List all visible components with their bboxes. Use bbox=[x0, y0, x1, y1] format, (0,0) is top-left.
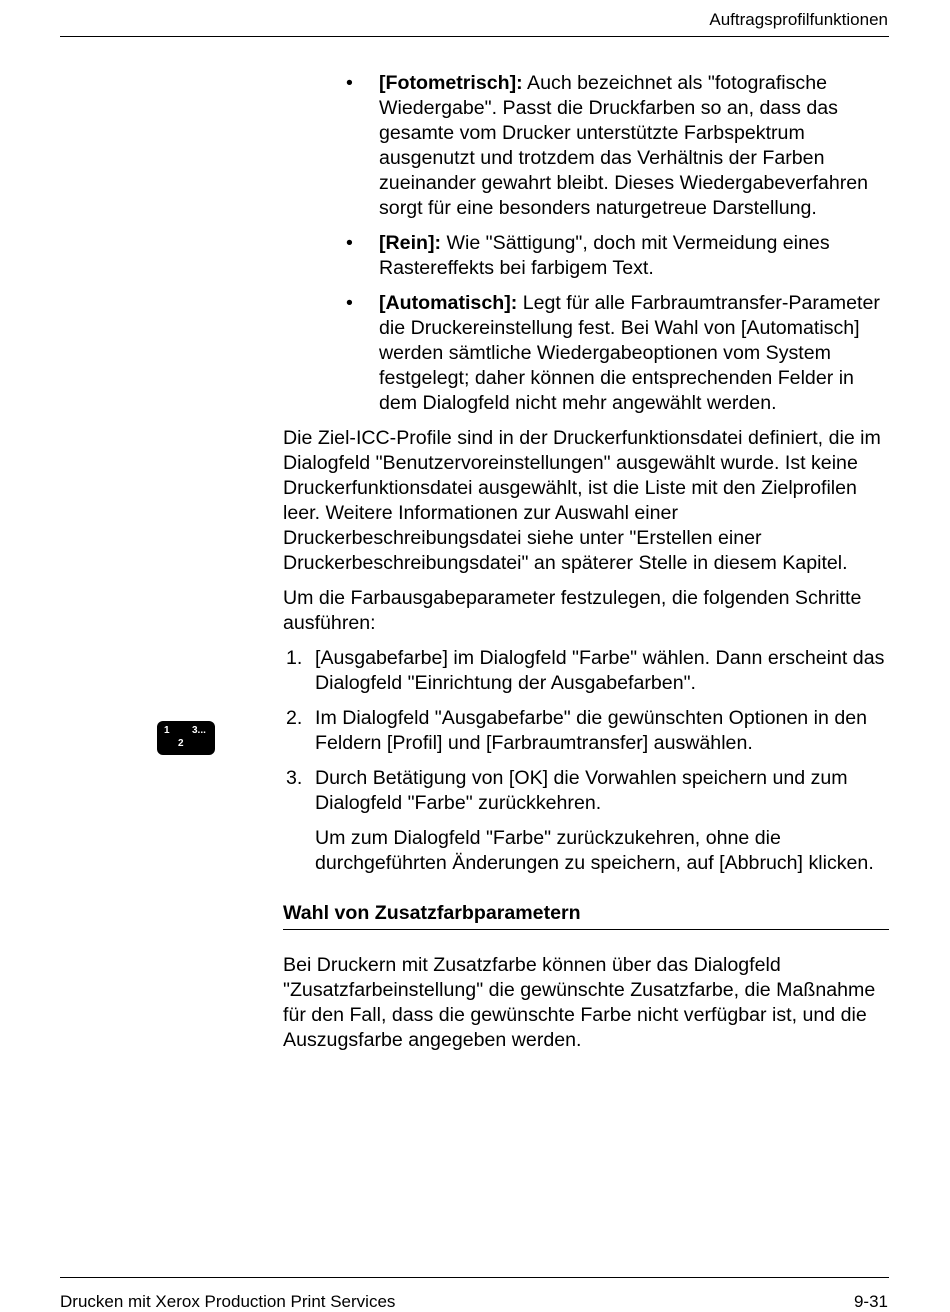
section-body: Bei Druckern mit Zusatzfarbe können über das Dialogfeld "Zusatzfarbeinstellung" die gewünschte Zusatzfarbe, die Maßnahme für den Fall, dass die gewünschte Farbe nicht verfügbar ist, und die Auszugsfarbe angegeben werden. bbox=[283, 954, 876, 1051]
bullet-term: [Automatisch]: bbox=[379, 292, 518, 314]
steps-list bbox=[283, 646, 889, 876]
step-item bbox=[283, 646, 889, 696]
bullet: • bbox=[346, 292, 353, 314]
step-number: 3. bbox=[286, 767, 303, 789]
bullet-term: [Rein]: bbox=[379, 232, 442, 254]
paragraph-steps-intro: Um die Farbausgabeparameter festzulegen, die folgenden Schritte ausführen: bbox=[283, 587, 862, 634]
list-item bbox=[283, 291, 889, 416]
step-note: Um zum Dialogfeld "Farbe" zurückzukehren, ohne die durchgeführten Änderungen zu speichern, auf [Abbruch] klicken. bbox=[315, 827, 874, 874]
bullet-text: Legt für alle Farbraumtransfer-Parameter die Druckereinstellung fest. Bei Wahl von [Automatisch] werden sämtliche Wiedergabeoptionen vom System festgelegt; daher können die entsprechenden Felder in dem Dialogfeld nicht mehr angewählt werden. bbox=[379, 292, 880, 414]
header-rule bbox=[60, 36, 889, 37]
page-number: 9-31 bbox=[853, 1292, 888, 1311]
running-header: Auftragsprofilfunktionen bbox=[709, 10, 888, 29]
list-item bbox=[283, 231, 889, 281]
step-text: [Ausgabefarbe] im Dialogfeld "Farbe" wählen. Dann erscheint das Dialogfeld "Einrichtung der Ausgabefarben". bbox=[315, 647, 885, 694]
step-text: Im Dialogfeld "Ausgabefarbe" die gewünschten Optionen in den Feldern [Profil] und [Farbraumtransfer] auswählen. bbox=[315, 707, 868, 754]
list-item bbox=[283, 71, 889, 221]
step-item bbox=[283, 706, 889, 756]
page-content bbox=[283, 71, 889, 1063]
bullet: • bbox=[346, 232, 353, 254]
bullet-term: [Fotometrisch]: bbox=[379, 72, 523, 94]
footer-title: Drucken mit Xerox Production Print Services bbox=[60, 1292, 396, 1311]
steps-icon-label-2: 2 bbox=[178, 738, 184, 749]
steps-icon bbox=[157, 721, 215, 755]
section-heading: Wahl von Zusatzfarbparametern bbox=[283, 901, 889, 930]
step-item bbox=[283, 766, 889, 876]
step-text: Durch Betätigung von [OK] die Vorwahlen speichern und zum Dialogfeld "Farbe" zurückkehren. bbox=[315, 767, 848, 814]
step-number: 2. bbox=[286, 707, 303, 729]
step-number: 1. bbox=[286, 647, 303, 669]
bullet-text: Wie "Sättigung", doch mit Vermeidung eines Rastereffekts bei farbigem Text. bbox=[379, 232, 830, 279]
rendering-options-list bbox=[283, 71, 889, 416]
bullet-text: Auch bezeichnet als "fotografische Wiedergabe". Passt die Druckfarben so an, dass das gesamte vom Drucker unterstützte Farbspektrum ausgenutzt und trotzdem das Verhältnis der Farben zueinander gewahrt bleibt. Dieses Wiedergabeverfahren sorgt für eine besonders naturgetreue Darstellung. bbox=[379, 72, 869, 219]
footer-rule bbox=[60, 1277, 889, 1278]
bullet: • bbox=[346, 72, 353, 94]
paragraph-icc-profiles: Die Ziel-ICC-Profile sind in der Druckerfunktionsdatei definiert, die im Dialogfeld "Benutzervoreinstellungen" ausgewählt wurde. Ist keine Druckerfunktionsdatei ausgewählt, ist die Liste mit den Zielprofilen leer. Weitere Informationen zur Auswahl einer Druckerbeschreibungsdatei siehe unter "Erstellen einer Druckerbeschreibungsdatei" an späterer Stelle in diesem Kapitel. bbox=[283, 427, 881, 574]
steps-icon-label-3: 3... bbox=[192, 725, 206, 736]
steps-icon-label-1: 1 bbox=[164, 725, 170, 736]
